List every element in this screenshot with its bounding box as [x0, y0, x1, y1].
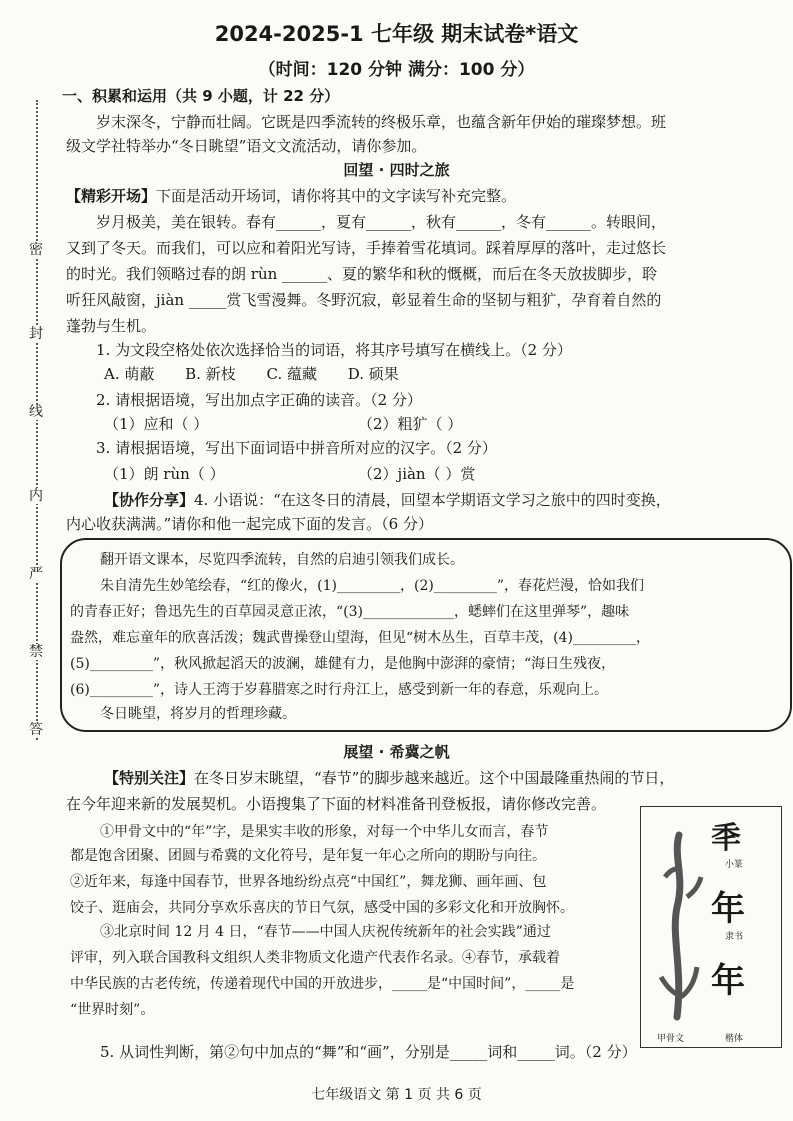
passage-line: 听狂风敲窗，jiàn _____赏飞雪漫舞。冬野沉寂，彰显着生命的坚韧与粗犷，孕育着自然的	[66, 291, 662, 309]
question-4-line1	[104, 490, 671, 510]
question-1: 1. 为文段空格处依次选择恰当的词语，将其序号填写在横线上。（2 分）	[96, 341, 572, 359]
box-line: 盎然，难忘童年的欣喜活泼；魏武曹操登山望海，但见“树木丛生，百草丰茂，(4)_________，	[70, 630, 650, 646]
material-line: ①甲骨文中的“年”字，是果实丰收的形象，对每一个中华儿女而言，春节	[100, 824, 549, 840]
question-3-item: （1）朗 rùn（ ）	[104, 465, 225, 483]
nian-character-image	[640, 806, 782, 1048]
part-title-outlook: 展望 · 希冀之帆	[343, 743, 450, 761]
exam-title: 2024-2025-1 七年级 期末试卷*语文	[214, 22, 579, 46]
question-2-item: （1）应和（ ）	[104, 415, 209, 433]
exam-subtitle: （时间：120 分钟 满分：100 分）	[258, 60, 535, 80]
opening-instruction	[66, 186, 516, 206]
question-5: 5. 从词性判断，第②句中加点的“舞”和“画”，分别是_____词和_____词。（2 分）	[100, 1043, 637, 1061]
material-line: ②近年来，每逢中国春节，世界各地纷纷点亮“中国红”，舞龙狮、画年画、包	[70, 874, 547, 890]
material-line: 都是饱含团聚、团圆与希冀的文化符号，是年复一年心之所向的期盼与向往。	[70, 848, 546, 864]
seal-char: 内	[29, 488, 43, 504]
box-line: 的青春正好；鲁迅先生的百草园灵意正浓，“(3)_____________，蟋蟀们在这里弹琴”，趣味	[70, 604, 630, 620]
attention-line1	[104, 768, 674, 788]
attention-line2: 在今年迎来新的发展契机。小语搜集了下面的材料准备刊登板报，请你修改完善。	[66, 795, 607, 813]
passage-line: 岁月极美，美在银转。春有______，夏有______，秋有______，冬有______。转眼间，	[96, 213, 667, 231]
box-line: (6)_________”，诗人王湾于岁暮腊寒之时行舟江上，感受到新一年的春意，乐观向上。	[70, 682, 608, 698]
opening-text: 下面是活动开场词，请你将其中的文字读写补充完整。	[156, 187, 517, 205]
section1-intro-line1: 岁末深冬，宁静而壮阔。它既是四季流转的终极乐章，也蕴含新年伊始的璀璨梦想。班	[96, 113, 667, 131]
seal-char: 封	[29, 326, 43, 342]
question-2: 2. 请根据语境，写出加点字正确的读音。（2 分）	[96, 391, 422, 409]
question-1-options	[104, 364, 425, 384]
section1-heading: 一、积累和运用（共 9 小题，计 22 分）	[62, 87, 340, 105]
option-c: C. 蕴藏	[266, 365, 317, 383]
share-label: 【协作分享】	[104, 491, 195, 509]
question-3-item: （2）jiàn（ ）赏	[358, 465, 476, 483]
option-b: B. 新枝	[185, 365, 236, 383]
option-d: D. 硕果	[347, 365, 399, 383]
question-4-text: 4. 小语说：“在这冬日的清晨，回望本学期语文学习之旅中的四时变换，	[194, 491, 671, 509]
question-4-line2: 内心收获满满。”请你和他一起完成下面的发言。（6 分）	[66, 515, 433, 533]
part-title-review: 回望 · 四时之旅	[343, 161, 450, 179]
question-3: 3. 请根据语境，写出下面词语中拼音所对应的汉字。（2 分）	[96, 439, 497, 457]
option-a: A. 萌蔽	[104, 365, 155, 383]
regular-script-label: 楷体	[725, 1034, 744, 1044]
material-line: 中华民族的古老传统，传递着现代中国的开放进步，_____是“中国时间”，_____是	[70, 976, 575, 992]
box-line: 冬日眺望，将岁月的哲理珍藏。	[100, 706, 296, 722]
oracle-bone-label: 甲骨文	[657, 1034, 685, 1044]
seal-script-glyph: 秊	[711, 821, 741, 856]
opening-label: 【精彩开场】	[66, 187, 157, 205]
material-line: “世界时刻”。	[70, 1002, 155, 1018]
material-line: 评审，列入联合国教科文组织人类非物质文化遗产代表作名录。④春节，承载着	[70, 950, 560, 966]
material-line: 饺子、逛庙会，共同分享欢乐喜庆的节日气氛，感受中国的多彩文化和开放胸怀。	[70, 900, 574, 916]
seal-char: 线	[29, 404, 43, 420]
box-line: 翻开语文课本，尽览四季流转，自然的启迪引领我们成长。	[100, 552, 464, 568]
seal-char: 严	[29, 566, 43, 582]
page-footer: 七年级语文 第 1 页 共 6 页	[311, 1087, 482, 1103]
regular-script-glyph: 年	[711, 961, 745, 1001]
box-line: (5)_________”，秋风掀起滔天的波澜，雄健有力，是他胸中澎湃的豪情；“海日生残夜，	[70, 656, 616, 672]
seal-char: 答	[29, 722, 43, 738]
seal-char: 密	[29, 242, 43, 258]
clerical-script-glyph: 年	[711, 889, 745, 929]
section1-intro-line2: 级文学社特举办“冬日眺望”语文文流活动，请你参加。	[66, 137, 427, 155]
seal-char: 禁	[29, 644, 43, 660]
passage-line: 蓬勃与生机。	[66, 317, 157, 335]
attention-label: 【特别关注】	[104, 769, 195, 787]
question-2-item: （2）粗犷（ ）	[358, 415, 463, 433]
clerical-script-label: 隶书	[725, 932, 744, 942]
attention-text: 在冬日岁末眺望，“春节”的脚步越来越近。这个中国最隆重热闹的节日，	[194, 769, 675, 787]
box-line: 朱自清先生妙笔绘春，“红的像火，(1)_________，(2)_________”，春花烂漫，恰如我们	[100, 578, 644, 594]
seal-script-label: 小篆	[725, 860, 744, 870]
passage-line: 又到了冬天。而我们，可以应和着阳光写诗，手捧着雪花填词。踩着厚厚的落叶，走过悠长	[66, 239, 667, 257]
oracle-bone-nian-icon	[651, 827, 707, 1027]
material-line: ③北京时间 12 月 4 日，“春节——中国人庆祝传统新年的社会实践”通过	[100, 924, 551, 940]
passage-line: 的时光。我们领略过春的朗 rùn ______、夏的繁华和秋的慨概，而后在冬天放拔脚步，聆	[66, 265, 658, 283]
